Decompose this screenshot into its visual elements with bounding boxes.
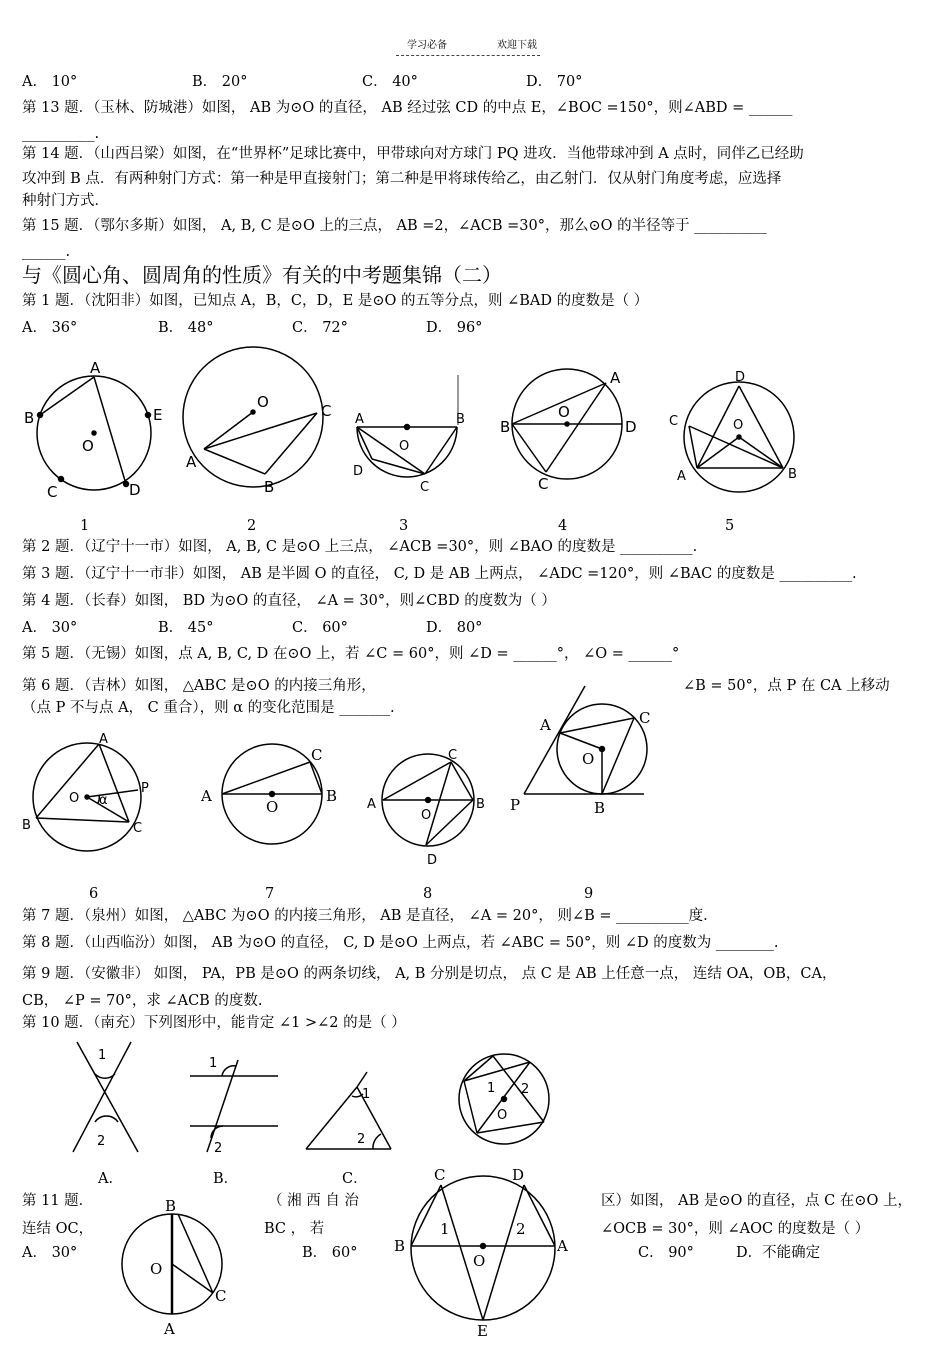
figure-8 xyxy=(367,748,485,868)
f8-label-a: A xyxy=(367,797,376,812)
p2-q6-text-2: ∠B = 50°，点 P 在 CA 上移动 xyxy=(683,678,890,694)
f4-label-d: D xyxy=(625,418,637,436)
section-title: 与《圆心角、圆周角的性质》有关的中考题集锦（二） xyxy=(22,263,502,287)
f3-label-c: C xyxy=(420,480,430,495)
p2-q11-text-5: BC ， 若 xyxy=(264,1221,325,1237)
f10d-label-o: O xyxy=(497,1108,508,1123)
f9-label-o: O xyxy=(582,750,595,768)
figure-number-7: 7 xyxy=(265,886,275,902)
f11b-label-o: O xyxy=(473,1252,486,1270)
p2-q4-option-b: B． 45° xyxy=(158,620,214,636)
p2-q11-option-a: A． 30° xyxy=(22,1245,78,1261)
f1-label-e: E xyxy=(153,406,163,424)
f4-label-c: C xyxy=(538,475,549,493)
p2-q11-text-1: 第 11 题． xyxy=(22,1193,94,1209)
f10a-label-2: 2 xyxy=(97,1134,106,1149)
f10c-label-1: 1 xyxy=(362,1087,371,1102)
f11a-label-a: A xyxy=(164,1320,175,1338)
p2-q4-option-d: D． 80° xyxy=(426,620,483,636)
p2-q9-text-2: CB， ∠P = 70°，求 ∠ACB 的度数. xyxy=(22,993,263,1009)
f1-label-o: O xyxy=(82,437,94,455)
p2-q10-option-a: A． xyxy=(98,1171,123,1187)
f3-label-d: D xyxy=(353,464,364,479)
p2-q3-text: 第 3 题．（辽宁十一市非）如图， AB 是半圆 O 的直径， C, D 是 AB 上两点， ∠ADC =120°，则 ∠BAC 的度数是 __________. xyxy=(22,566,857,582)
figure-3 xyxy=(353,375,465,495)
f7-label-o: O xyxy=(266,798,279,816)
p2-q7-text: 第 7 题．（泉州）如图， △ABC 为⊙O 的内接三角形， AB 是直径， ∠A = 20°， 则∠B = __________度. xyxy=(22,908,708,924)
f11b-label-a: A xyxy=(557,1237,568,1255)
figure-10c xyxy=(306,1072,391,1149)
header-right: 欢迎下载 xyxy=(497,40,537,51)
figure-11b xyxy=(394,1166,568,1340)
f8-label-o: O xyxy=(421,808,432,823)
q13-blank: __________. xyxy=(22,126,100,142)
f1-label-b: B xyxy=(24,409,35,427)
f5-label-c: C xyxy=(669,414,679,429)
figure-number-5: 5 xyxy=(725,518,735,534)
figure-10d xyxy=(459,1054,549,1144)
f10a-label-1: 1 xyxy=(98,1048,107,1063)
p2-q4-option-a: A． 30° xyxy=(22,620,78,636)
figure-number-4: 4 xyxy=(558,518,568,534)
figure-number-8: 8 xyxy=(423,886,433,902)
figure-number-1: 1 xyxy=(80,518,90,534)
p2-q1-text: 第 1 题．（沈阳非）如图，已知点 A，B，C，D，E 是⊙O 的五等分点，则 ∠BAD 的度数是（ ） xyxy=(22,293,649,309)
q13-text: 第 13 题．（玉林、防城港）如图， AB 为⊙O 的直径， AB 经过弦 CD 的中点 E，∠BOC =150°，则∠ABD = ______ xyxy=(22,100,793,116)
p2-q4-text: 第 4 题．（长春）如图， BD 为⊙O 的直径， ∠A = 30°，则∠CBD 的度数为（ ） xyxy=(22,593,556,609)
f1-label-a: A xyxy=(90,359,101,377)
f5-label-b: B xyxy=(788,467,797,482)
f11b-label-2: 2 xyxy=(516,1220,526,1238)
f4-label-a: A xyxy=(610,369,621,387)
figure-4 xyxy=(500,369,637,493)
figure-5 xyxy=(669,370,797,492)
f10b-label-2: 2 xyxy=(214,1141,223,1156)
figure-10b xyxy=(190,1056,278,1156)
q15-blank: ______. xyxy=(22,244,71,260)
f1-label-c: C xyxy=(47,483,58,501)
p2-q1-option-a: A． 36° xyxy=(22,320,78,336)
p2-q1-option-c: C． 72° xyxy=(292,320,348,336)
figure-number-6: 6 xyxy=(89,886,99,902)
q14-text-3: 种射门方式． xyxy=(22,193,109,209)
p2-q11-text-4: 连结 OC， xyxy=(22,1221,94,1237)
p2-q2-text: 第 2 题．（辽宁十一市）如图， A, B, C 是⊙O 上三点， ∠ACB =30°，则 ∠BAO 的度数是 __________. xyxy=(22,539,698,555)
f8-label-b: B xyxy=(476,797,485,812)
p2-q10-text: 第 10 题．（南充）下列图形中，能肯定 ∠1 >∠2 的是（ ） xyxy=(22,1015,406,1031)
f2-label-c: C xyxy=(321,402,332,420)
f3-label-a: A xyxy=(355,412,364,427)
f4-label-b: B xyxy=(500,418,511,436)
f2-label-o: O xyxy=(257,393,269,411)
q12-option-d: D． 70° xyxy=(526,74,583,90)
figure-7 xyxy=(200,744,337,844)
f7-label-b: B xyxy=(326,787,338,805)
p2-q9-text-1: 第 9 题．（安徽非） 如图， PA，PB 是⊙O 的两条切线， A, B 分别是切点， 点 C 是 AB 上任意一点， 连结 OA，OB，CA， xyxy=(22,966,837,982)
p2-q1-option-b: B． 48° xyxy=(158,320,214,336)
f6-label-o: O xyxy=(69,791,80,806)
p2-q10-option-b: B． xyxy=(213,1171,239,1187)
p2-q5-text: 第 5 题．（无锡）如图，点 A, B, C, D 在⊙O 上，若 ∠C = 60°，则 ∠D = ______°， ∠O = ______° xyxy=(22,646,680,662)
f7-label-c: C xyxy=(311,746,323,764)
f11b-label-1: 1 xyxy=(440,1220,450,1238)
header-left: 学习必备 xyxy=(407,40,447,51)
p2-q11-text-2: （ 湘 西 自 治 xyxy=(268,1193,359,1209)
f6-label-alpha: α xyxy=(99,793,108,808)
f6-label-b: B xyxy=(22,818,31,833)
f3-label-b: B xyxy=(456,412,465,427)
f2-label-a: A xyxy=(186,453,197,471)
f5-label-o: O xyxy=(733,418,744,433)
p2-q11-text-3: 区）如图， AB 是⊙O 的直径，点 C 在⊙O 上， xyxy=(601,1193,912,1209)
p2-q10-option-c: C． xyxy=(342,1171,368,1187)
figure-10a xyxy=(73,1042,138,1152)
p2-q11-option-c: C． 90° xyxy=(638,1245,694,1261)
f7-label-a: A xyxy=(201,787,212,805)
f10b-label-1: 1 xyxy=(209,1056,218,1071)
figure-6 xyxy=(22,732,149,851)
figure-number-9: 9 xyxy=(584,886,594,902)
f9-label-a: A xyxy=(540,716,551,734)
f11a-label-o: O xyxy=(150,1260,163,1278)
f8-label-d: D xyxy=(427,853,438,868)
p2-q11-option-d: D．不能确定 xyxy=(736,1245,821,1261)
p2-q8-text: 第 8 题．（山西临汾）如图， AB 为⊙O 的直径， C, D 是⊙O 上两点，若 ∠ABC = 50°，则 ∠D 的度数为 ________. xyxy=(22,935,779,951)
q15-text: 第 15 题．（鄂尔多斯）如图， A, B, C 是⊙O 上的三点， AB =2，∠ACB =30°，那么⊙O 的半径等于 __________ xyxy=(22,218,767,234)
f10c-label-2: 2 xyxy=(357,1132,366,1147)
f2-label-b: B xyxy=(264,478,275,496)
f11a-label-c: C xyxy=(215,1287,227,1305)
f6-label-a: A xyxy=(99,732,108,747)
p2-q6-text-3: （点 P 不与点 A， C 重合），则 α 的变化范围是 _______. xyxy=(22,700,395,716)
figure-1 xyxy=(24,359,162,501)
q14-text-1: 第 14 题．（山西吕梁）如图，在“世界杯”足球比赛中，甲带球向对方球门 PQ 进攻．当他带球冲到 A 点时，同伴乙已经助 xyxy=(22,146,804,162)
f5-label-d: D xyxy=(735,370,746,385)
p2-q11-option-b: B． 60° xyxy=(302,1245,358,1261)
p2-q11-text-6: ∠OCB = 30°，则 ∠AOC 的度数是（ ） xyxy=(601,1221,870,1237)
f6-label-c: C xyxy=(133,821,143,836)
f11b-label-d: D xyxy=(512,1166,525,1184)
p2-q1-option-d: D． 96° xyxy=(426,320,483,336)
f5-label-a: A xyxy=(677,469,686,484)
q12-option-c: C． 40° xyxy=(362,74,418,90)
figure-9 xyxy=(510,686,650,817)
f6-label-p: P xyxy=(141,781,149,796)
figure-2 xyxy=(183,347,331,496)
f9-label-b: B xyxy=(594,799,606,817)
figure-number-2: 2 xyxy=(247,518,257,534)
f1-label-d: D xyxy=(129,481,141,499)
q12-option-b: B． 20° xyxy=(192,74,248,90)
f9-label-c: C xyxy=(639,709,651,727)
figure-11a xyxy=(122,1197,226,1338)
figure-number-3: 3 xyxy=(399,518,409,534)
f10d-label-2: 2 xyxy=(521,1082,530,1097)
q12-option-a: A． 10° xyxy=(22,74,78,90)
q14-text-2: 攻冲到 B 点．有两种射门方式：第一种是甲直接射门；第二种是甲将球传给乙，由乙射门．仅从射门角度考虑，应选择 xyxy=(22,171,782,187)
f3-label-o: O xyxy=(399,439,410,454)
f8-label-c: C xyxy=(448,748,458,763)
f11b-label-c: C xyxy=(434,1166,446,1184)
f4-label-o: O xyxy=(558,403,570,421)
f11a-label-b: B xyxy=(165,1197,177,1215)
p2-q6-text-1: 第 6 题．（吉林）如图， △ABC 是⊙O 的内接三角形， xyxy=(22,678,376,694)
p2-q4-option-c: C． 60° xyxy=(292,620,348,636)
f11b-label-e: E xyxy=(477,1322,488,1340)
f11b-label-b: B xyxy=(394,1237,406,1255)
f9-label-p: P xyxy=(510,796,521,814)
f10d-label-1: 1 xyxy=(487,1081,496,1096)
